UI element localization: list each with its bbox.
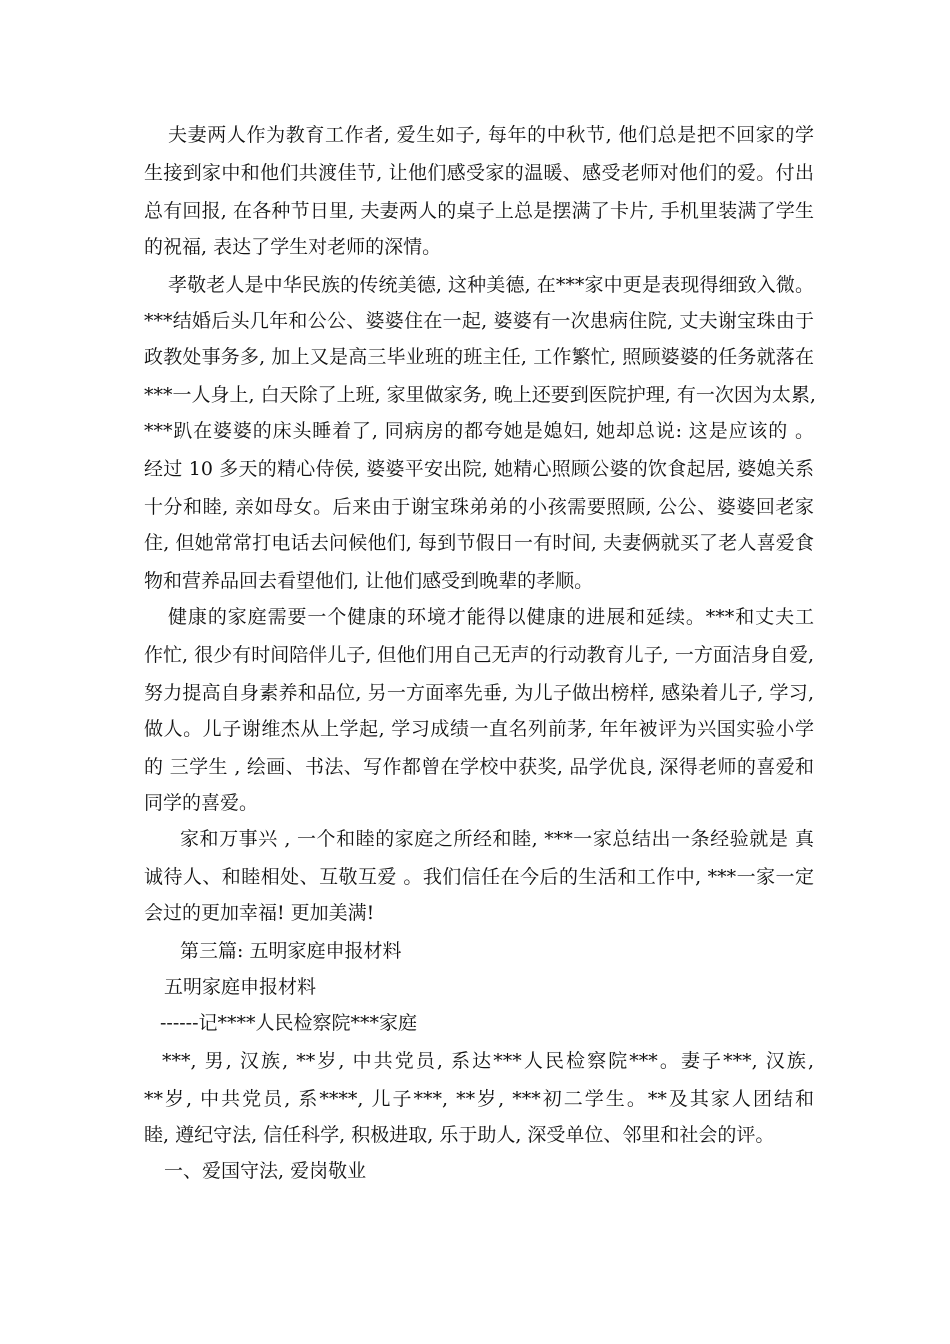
text-line: 孝敬老人是中华民族的传统美德, 这种美德, 在***家中更是表现得细致入微。 (168, 274, 814, 296)
section-title: 第三篇: 五明家庭申报材料 (180, 940, 402, 962)
text-line: ***结婚后头几年和公公、婆婆住在一起, 婆婆有一次患病住院, 丈夫谢宝珠由于 (144, 310, 814, 332)
text-line: 总有回报, 在各种节日里, 夫妻两人的桌子上总是摆满了卡片, 手机里装满了学生 (144, 200, 814, 222)
text-line: 的祝福, 表达了学生对老师的深情。 (144, 236, 442, 258)
text-line: 会过的更加幸福! 更加美满! (144, 902, 375, 924)
text-line: ***, 男, 汉族, **岁, 中共党员, 系达***人民检察院***。妻子***, 汉族, (162, 1050, 814, 1072)
text-line: 十分和睦, 亲如母女。后来由于谢宝珠弟弟的小孩需要照顾, 公公、婆婆回老家 (144, 496, 814, 518)
text-line: 作忙, 很少有时间陪伴儿子, 但他们用自己无声的行动教育儿子, 一方面洁身自爱, (144, 644, 814, 666)
text-line: 物和营养品回去看望他们, 让他们感受到晚辈的孝顺。 (144, 570, 594, 592)
text-line: **岁, 中共党员, 系****, 儿子***, **岁, ***初二学生。**及其家人团结和 (144, 1088, 814, 1110)
text-line: 家和万事兴 , 一个和睦的家庭之所经和睦, ***一家总结出一条经验就是 真 (180, 828, 814, 850)
text-line: 住, 但她常常打电话去问候他们, 每到节假日一有时间, 夫妻俩就买了老人喜爱食 (144, 532, 814, 554)
text-line: 诚待人、和睦相处、互敬互爱 。我们信任在今后的生活和工作中, ***一家一定 (144, 866, 814, 888)
text-line: 经过 10 多天的精心侍侯, 婆婆平安出院, 她精心照顾公婆的饮食起居, 婆媳关系 (144, 458, 814, 480)
text-line: 同学的喜爱。 (144, 792, 259, 814)
text-line: 睦, 遵纪守法, 信任科学, 积极进取, 乐于助人, 深受单位、邻里和社会的评。 (144, 1124, 775, 1146)
document-title: 五明家庭申报材料 (164, 976, 317, 998)
text-line: 夫妻两人作为教育工作者, 爱生如子, 每年的中秋节, 他们总是把不回家的学 (168, 124, 814, 146)
text-line: ***一人身上, 白天除了上班, 家里做家务, 晚上还要到医院护理, 有一次因为太累, (144, 384, 816, 406)
text-line: 生接到家中和他们共渡佳节, 让他们感受家的温暖、感受老师对他们的爱。付出 (144, 162, 814, 184)
text-line: 的 三学生 , 绘画、书法、写作都曾在学校中获奖, 品学优良, 深得老师的喜爱和 (144, 756, 814, 778)
section-heading: 一、爱国守法, 爱岗敬业 (164, 1160, 367, 1182)
document-subtitle: ------记****人民检察院***家庭 (160, 1012, 418, 1034)
text-line: 政教处事务多, 加上又是高三毕业班的班主任, 工作繁忙, 照顾婆婆的任务就落在 (144, 346, 814, 368)
text-line: 做人。儿子谢维杰从上学起, 学习成绩一直名列前茅, 年年被评为兴国实验小学 (144, 718, 814, 740)
text-line: ***趴在婆婆的床头睡着了, 同病房的都夸她是媳妇, 她却总说: 这是应该的 。 (144, 420, 814, 442)
text-line: 健康的家庭需要一个健康的环境才能得以健康的进展和延续。***和丈夫工 (168, 606, 814, 628)
text-line: 努力提高自身素养和品位, 另一方面率先垂, 为儿子做出榜样, 感染着儿子, 学习, (144, 682, 814, 704)
